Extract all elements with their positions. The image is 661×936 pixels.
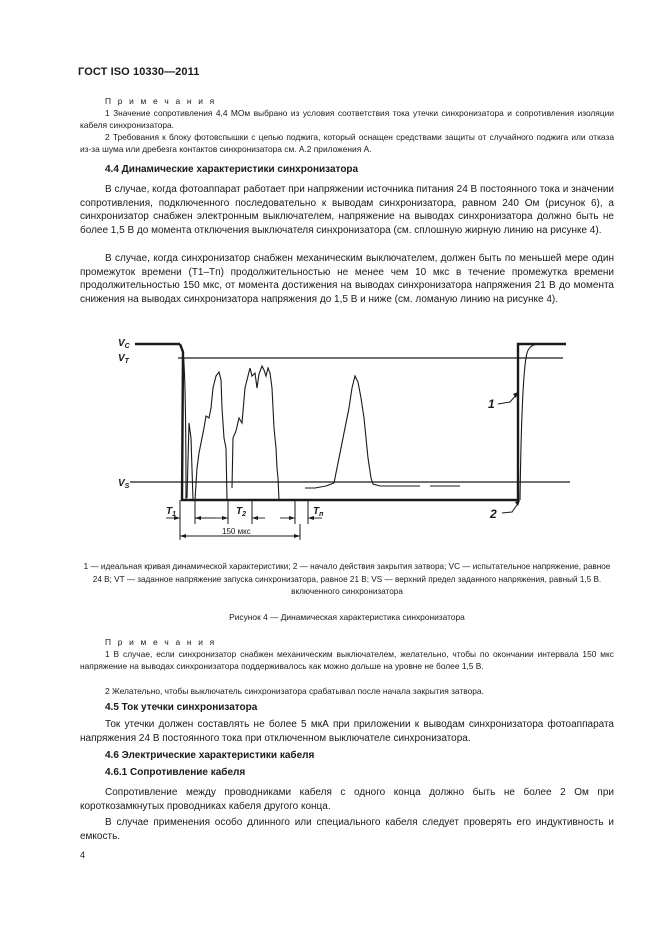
notes-title: П р и м е ч а н и я bbox=[105, 637, 217, 647]
page-number: 4 bbox=[80, 850, 86, 860]
paragraph: В случае применения особо длинного или специального кабеля следует проверять его индуктивность и емкость. bbox=[80, 817, 614, 842]
section-heading-4-4: 4.4 Динамические характеристики синхронизатора bbox=[105, 164, 359, 175]
section-heading-4-6-1: 4.6.1 Сопротивление кабеля bbox=[105, 767, 246, 778]
label-vs: $V_S$ bbox=[118, 478, 130, 490]
notes-title: П р и м е ч а н и я bbox=[105, 96, 217, 106]
figure-legend: 1 — идеальная кривая динамической характеристики; 2 — начало действия закрытия затвора; VC — испытательное напряжение, равное 24 В; VT — заданное напряжение запуска синхронизатора, равное 21 В; VS — верхний предел заданного напряжения, равный 1,5 В. включенного синхронизатора bbox=[83, 562, 611, 596]
page-header: ГОСТ ISO 10330—2011 bbox=[78, 66, 200, 78]
note-2: 2 Желательно, чтобы выключатель синхронизатора срабатывал после начала закрытия затвора. bbox=[105, 686, 484, 696]
paragraph: Сопротивление между проводниками кабеля с одного конца должно быть не более 2 Ом при короткозамкнутых проводниках кабеля другого конца. bbox=[80, 787, 614, 812]
note-1: 1 Значение сопротивления 4,4 МОм выбрано из условия соответствия тока утечки синхронизатора и сопротивления изоляции кабеля синхронизатора. bbox=[80, 108, 614, 130]
label-vt: $V_T$ bbox=[118, 353, 129, 365]
callout-1: 1 bbox=[488, 397, 495, 411]
label-interval: 150 мкс bbox=[222, 527, 251, 536]
note-1: 1 В случае, если синхронизатор снабжен механическим выключателем, желательно, чтобы по окончании интервала 150 мкс напряжение на выводах синхронизатора поддерживалось как можно дольше на уровне не более 1,5 В. bbox=[80, 649, 614, 671]
paragraph: В случае, когда синхронизатор снабжен механическим выключателем, должен быть по меньшей мере один промежуток времени (T1–Tп) продолжительностью не менее чем 10 мкс в течение промежутка времени продолжительностью 150 мкс, от момента достижения на выводах синхронизатора напряжения 21 В до момента снижения на выводах синхронизатора напряжения до 1,5 В и ниже (см. ломаную линию на рисунке 4). bbox=[80, 253, 614, 305]
section-heading-4-5: 4.5 Ток утечки синхронизатора bbox=[105, 702, 258, 713]
label-t1: $T_1$ bbox=[166, 506, 177, 518]
paragraph: В случае, когда фотоаппарат работает при напряжении источника питания 24 В постоянного тока и значении сопротивления, подключенного последовательно к выводам синхронизатора, равном 240 Ом (рисунок 6), а синхронизатор снабжен электронным выключателем, напряжение на выводах синхронизатора должно быть не более 1,5 В до момента отключения выключателя синхронизатора (см. сплошную жирную линию на рисунке 4). bbox=[80, 184, 615, 236]
contact-bounce-curve bbox=[183, 352, 279, 500]
label-vc: $V_C$ bbox=[118, 338, 130, 350]
rising-curve bbox=[520, 344, 540, 500]
note-2: 2 Требования к блоку фотовспышки с цепью поджига, который оснащен средствами защиты от случайного поджига или отказа из-за шума или дребезга контактов синхронизатора см. А.2 приложения А. bbox=[80, 132, 614, 154]
label-t2: $T_2$ bbox=[236, 506, 247, 518]
figure-caption: Рисунок 4 — Динамическая характеристика синхронизатора bbox=[229, 612, 465, 622]
label-tn: $T_п$ bbox=[313, 506, 324, 518]
paragraph: Ток утечки должен составлять не более 5 мкА при приложении к выводам синхронизатора фотоаппарата напряжения 24 В постоянного тока при отключенном выключателе синхронизатора. bbox=[80, 719, 614, 744]
callout-2: 2 bbox=[490, 507, 497, 521]
dynamic-characteristic-figure bbox=[100, 328, 580, 548]
section-heading-4-6: 4.6 Электрические характеристики кабеля bbox=[105, 750, 315, 761]
